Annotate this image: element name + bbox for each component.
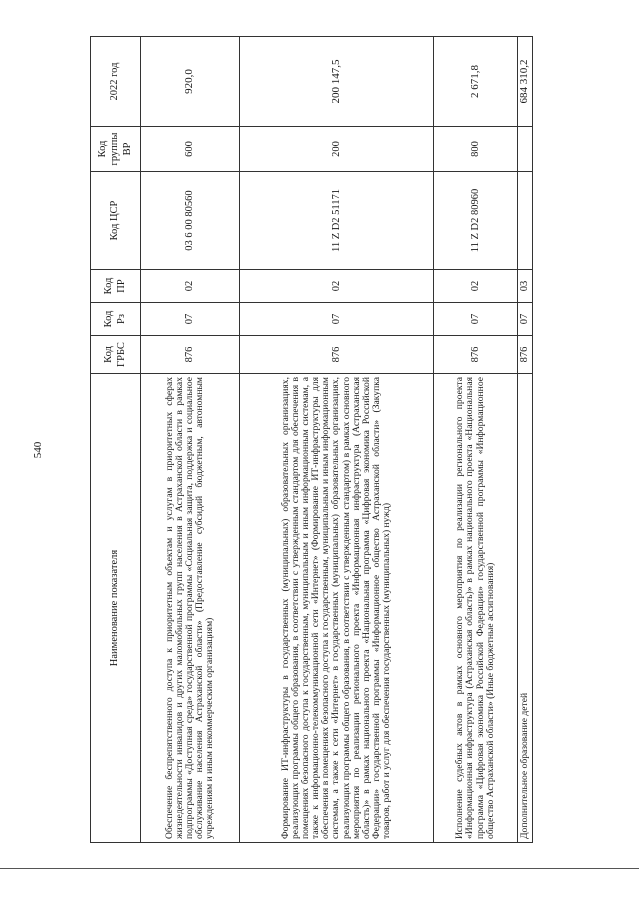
row-vr <box>518 127 533 172</box>
row-rz: 07 <box>240 303 434 336</box>
row-amount: 684 310,2 <box>518 37 533 127</box>
header-rz: Код Рз <box>91 303 141 336</box>
header-name: Наименование показателя <box>91 374 141 843</box>
rotated-table-container <box>90 37 530 843</box>
row-name: Дополнительное образование детей <box>518 374 533 843</box>
row-rz: 07 <box>434 303 518 336</box>
row-csr <box>518 172 533 270</box>
row-grbs: 876 <box>141 336 240 374</box>
table-row <box>141 37 240 843</box>
header-grbs: Код ГРБС <box>91 336 141 374</box>
table-row <box>240 37 434 843</box>
row-name: Обеспечение беспрепятственного доступа к приоритетным объектам и услугам в приоритетных сферах жизнедеятельности инвалидов и других маломобильных групп населения в Астраханской области в рамках подпрограммы «Доступная среда» государственной программы «Социальная защита, поддержка и социальное обслуживание населения Астраханской области» (Предоставление субсидий бюджетным, автономным учреждениям и иным некоммерческим организациям) <box>141 374 240 843</box>
table-header-row <box>91 37 141 843</box>
row-rz: 07 <box>141 303 240 336</box>
row-pr: 02 <box>434 270 518 303</box>
header-csr: Код ЦСР <box>91 172 141 270</box>
budget-table <box>90 36 533 843</box>
table-row <box>518 37 533 843</box>
row-grbs: 876 <box>240 336 434 374</box>
row-amount: 920,0 <box>141 37 240 127</box>
page-bottom-rule <box>0 868 639 869</box>
header-year: 2022 год <box>91 37 141 127</box>
row-name: Исполнение судебных актов в рамках основного мероприятия по реализации регионального проекта «Информационная инфраструктура (Астраханская область)» в рамках национального проекта «Национальная программа «Цифровая экономика Российской Федерации» государственной программы «Информационное общество Астраханской области» (Иные бюджетные ассигнования) <box>434 374 518 843</box>
row-rz: 07 <box>518 303 533 336</box>
row-csr: 11 Z D2 80960 <box>434 172 518 270</box>
row-pr: 03 <box>518 270 533 303</box>
row-csr: 11 Z D2 51171 <box>240 172 434 270</box>
row-grbs: 876 <box>518 336 533 374</box>
row-pr: 02 <box>240 270 434 303</box>
header-pr: Код ПР <box>91 270 141 303</box>
row-vr: 600 <box>141 127 240 172</box>
row-vr: 800 <box>434 127 518 172</box>
table-row <box>434 37 518 843</box>
row-csr: 03 6 00 80560 <box>141 172 240 270</box>
row-grbs: 876 <box>434 336 518 374</box>
row-vr: 200 <box>240 127 434 172</box>
page-number: 540 <box>32 441 44 459</box>
row-amount: 200 147,5 <box>240 37 434 127</box>
row-amount: 2 671,8 <box>434 37 518 127</box>
header-vr: Код группы ВР <box>91 127 141 172</box>
row-name: Формирование ИТ-инфраструктуры в государственных (муниципальных) образовательных организациях, реализующих программы общего образования, в соответствии с утвержденным стандартом для обеспечения в помещениях безопасного доступа к государственным, муниципальным и иным информационным системам, а также к информационно-телекоммуникационной сети «Интернет» (Формирование ИТ-инфраструктуры для обеспечения в помещениях безопасного доступа к государственным, муниципальным и иным информационным системам, а также к сети «Интернет» в государственных (муниципальных) образовательных организациях, реализующих программы общего образования, в соответствии с утвержденным стандартом) в рамках основного мероприятия по реализации регионального проекта «Информационная инфраструктура (Астраханская область)» в рамках национального проекта «Национальная программа «Цифровая экономика Российской Федерации» государственной программы «Информационное общество Астраханской области» (Закупка товаров, работ и услуг для обеспечения государственных (муниципальных) нужд) <box>240 374 434 843</box>
row-pr: 02 <box>141 270 240 303</box>
